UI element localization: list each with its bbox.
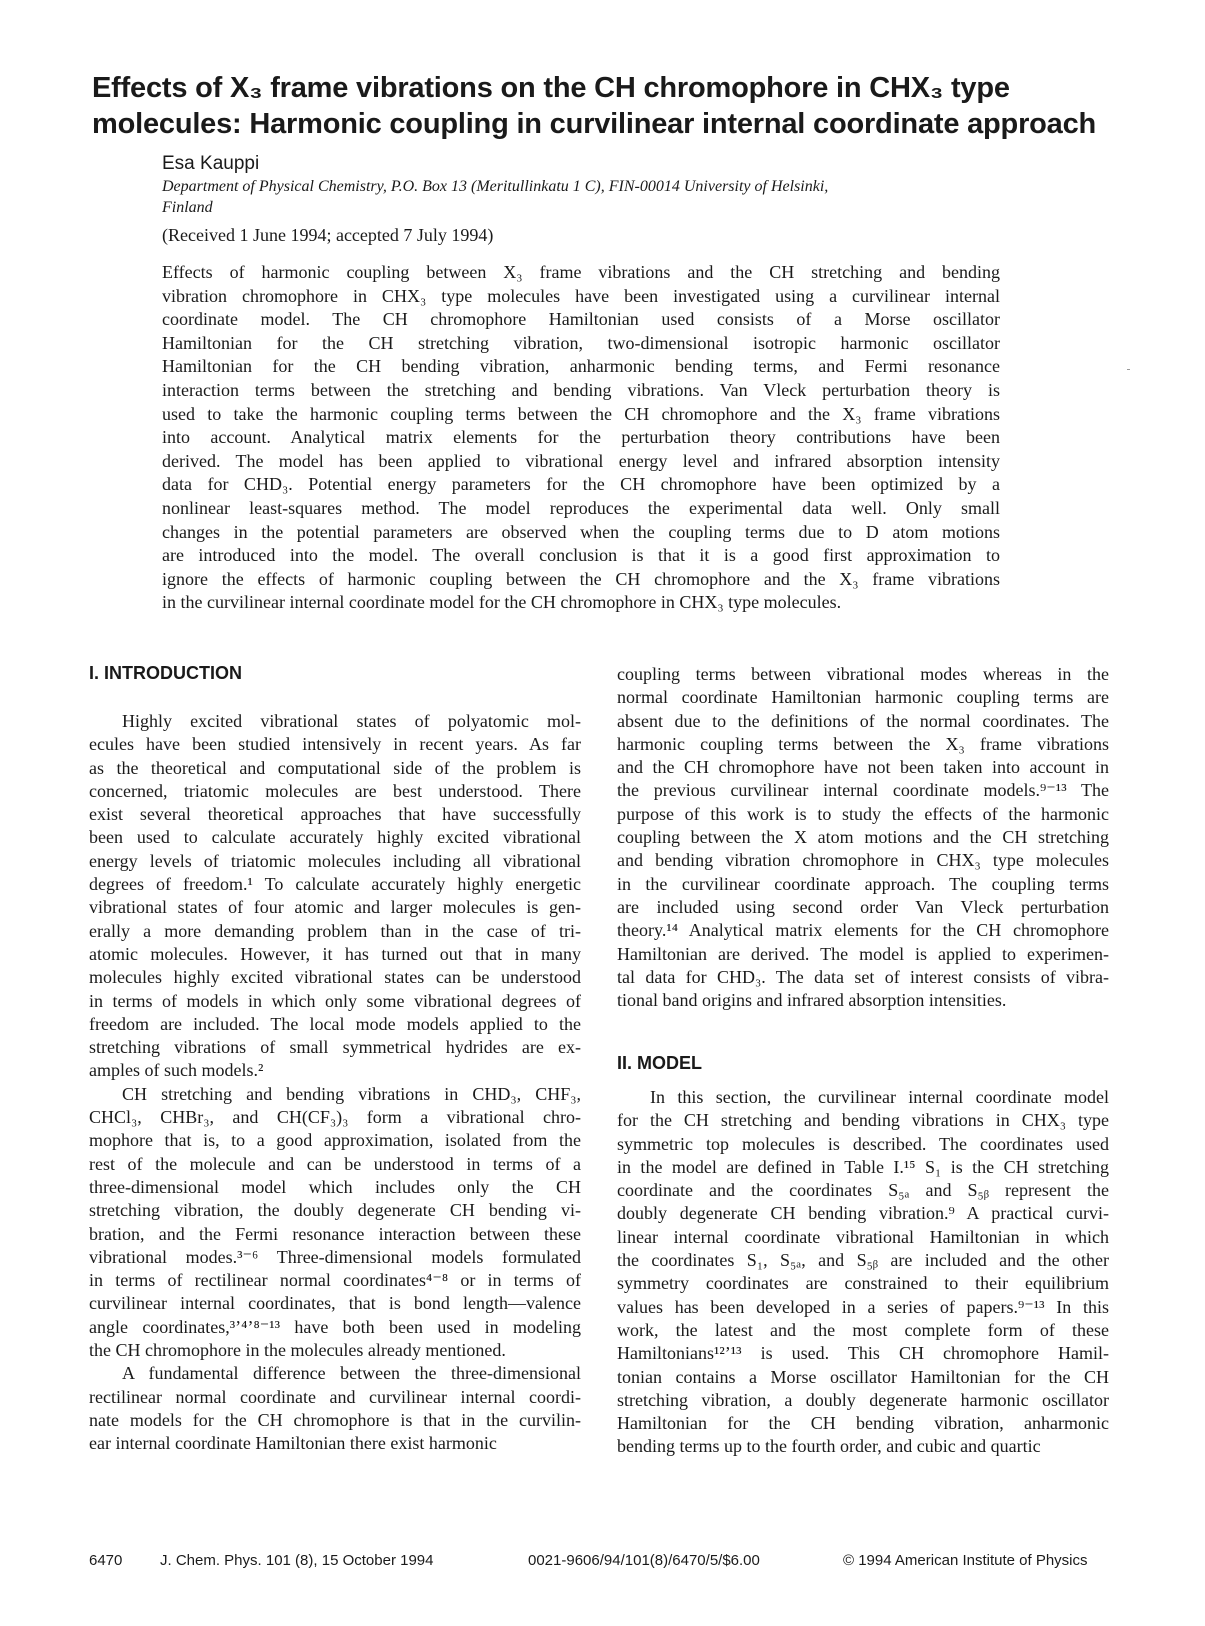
received-dates: (Received 1 June 1994; accepted 7 July 1994)	[162, 225, 494, 245]
introduction-line: vibrational modes.³⁻⁶ Three-dimensional models formulated	[89, 1246, 581, 1267]
model-line: tonian contains a Morse oscillator Hamiltonian for the CH	[617, 1366, 1109, 1387]
abstract-line: changes in the potential parameters are observed when the coupling terms due to D atom motions	[162, 521, 1000, 542]
model-line: In this section, the curvilinear internal coordinate model	[650, 1087, 1109, 1107]
introduction-line: concerned, triatomic molecules are best understood. There	[89, 780, 581, 801]
introduction-continued-line: coupling between the X atom motions and the CH stretching	[617, 827, 1109, 848]
abstract-line: interaction terms between the stretching and bending vibrations. Van Vleck perturbation theory is	[162, 379, 1000, 400]
introduction-line: curvilinear internal coordinates, that is bond length—valence	[89, 1293, 581, 1314]
model-line: linear internal coordinate vibrational Hamiltonian in which	[617, 1226, 1109, 1247]
introduction-line: Highly excited vibrational states of polyatomic mol-	[122, 711, 581, 731]
introduction-line: been used to calculate accurately highly excited vibrational	[89, 827, 581, 848]
introduction-line: molecules highly excited vibrational states can be understood	[89, 967, 581, 988]
introduction-line: energy levels of triatomic molecules including all vibrational	[89, 850, 581, 871]
affiliation	[162, 176, 1002, 218]
introduction-line: as the theoretical and computational side of the problem is	[89, 757, 581, 778]
introduction-line: rest of the molecule and can be understood in terms of a	[89, 1153, 581, 1174]
abstract-line: Effects of harmonic coupling between X₃ frame vibrations and the CH stretching and bending	[162, 262, 1000, 282]
introduction-text	[89, 710, 581, 1456]
introduction-line: stretching vibrations of small symmetrical hydrides are ex-	[89, 1037, 581, 1058]
model-line: symmetry coordinates are constrained to their equilibrium	[617, 1273, 1109, 1294]
article-code: 0021-9606/94/101(8)/6470/5/$6.00	[528, 1552, 760, 1569]
introduction-line: exist several theoretical approaches that have successfully	[89, 804, 581, 825]
introduction-line: ear internal coordinate Hamiltonian there exist harmonic	[89, 1433, 497, 1454]
introduction-line: vibrational states of four atomic and larger molecules is gen-	[89, 897, 581, 918]
introduction-line: freedom are included. The local mode models applied to the	[89, 1013, 581, 1034]
introduction-line: erally a more demanding problem than in the case of tri-	[89, 920, 581, 941]
introduction-line: rectilinear normal coordinate and curvilinear internal coordi-	[89, 1386, 581, 1407]
abstract-line: vibration chromophore in CHX₃ type molecules have been investigated using a curvilinear internal	[162, 285, 1000, 306]
introduction-line: mophore that is, to a good approximation, isolated from the	[89, 1130, 581, 1151]
introduction-continued-line: absent due to the definitions of the normal coordinates. The	[617, 710, 1109, 731]
introduction-continued-line: and bending vibration chromophore in CHX₃ type molecules	[617, 850, 1109, 871]
model-line: the coordinates S₁, S₅ₐ, and S₅ᵦ are included and the other	[617, 1250, 1109, 1271]
paper-title	[92, 70, 1152, 142]
section-heading-model: II. MODEL	[617, 1053, 702, 1073]
abstract-line: Hamiltonian for the CH stretching vibration, two-dimensional isotropic harmonic oscillator	[162, 332, 1000, 353]
introduction-line: three-dimensional model which includes only the CH	[89, 1176, 581, 1197]
introduction-continued-line: theory.¹⁴ Analytical matrix elements for the CH chromophore	[617, 920, 1109, 941]
model-line: bending terms up to the fourth order, and cubic and quartic	[617, 1436, 1041, 1457]
title-line-2: molecules: Harmonic coupling in curvilinear internal coordinate approach	[92, 108, 1097, 140]
introduction-line: stretching vibration, the doubly degenerate CH bending vi-	[89, 1200, 581, 1221]
introduction-continued-line: the previous curvilinear internal coordinate models.⁹⁻¹³ The	[617, 780, 1109, 801]
model-line: doubly degenerate CH bending vibration.⁹ A practical curvi-	[617, 1203, 1109, 1224]
abstract-line: are introduced into the model. The overall conclusion is that it is a good first approximation to	[162, 545, 1000, 566]
abstract-line: derived. The model has been applied to vibrational energy level and infrared absorption intensity	[162, 450, 1000, 471]
introduction-line: amples of such models.²	[89, 1060, 264, 1081]
model-line: symmetric top molecules is described. The coordinates used	[617, 1133, 1109, 1154]
model-text	[617, 1086, 1109, 1459]
introduction-continued-text	[617, 663, 1109, 1012]
abstract-line: in the curvilinear internal coordinate model for the CH chromophore in CHX₃ type molecules.	[162, 592, 842, 613]
introduction-line: CHCl₃, CHBr₃, and CH(CF₃)₃ form a vibrational chro-	[89, 1107, 581, 1128]
introduction-line: in terms of rectilinear normal coordinates⁴⁻⁸ or in terms of	[89, 1270, 581, 1291]
introduction-line: ecules have been studied intensively in recent years. As far	[89, 734, 581, 755]
model-line: values has been developed in a series of papers.⁹⁻¹³ In this	[617, 1296, 1109, 1317]
introduction-line: CH stretching and bending vibrations in CHD₃, CHF₃,	[122, 1083, 581, 1104]
introduction-continued-line: tal data for CHD₃. The data set of interest consists of vibra-	[617, 966, 1109, 987]
introduction-line: A fundamental difference between the three-dimensional	[122, 1363, 581, 1384]
section-heading-introduction: I. INTRODUCTION	[89, 663, 242, 683]
journal-citation: J. Chem. Phys. 101 (8), 15 October 1994	[160, 1552, 434, 1569]
abstract	[162, 261, 1000, 615]
introduction-continued-line: in the curvilinear coordinate approach. The coupling terms	[617, 873, 1109, 894]
abstract-line: nonlinear least-squares method. The model reproduces the experimental data well. Only small	[162, 497, 1000, 518]
abstract-line: Hamiltonian for the CH bending vibration, anharmonic bending terms, and Fermi resonance	[162, 356, 1000, 377]
model-line: for the CH stretching and bending vibrations in CHX₃ type	[617, 1110, 1109, 1131]
introduction-line: in terms of models in which only some vibrational degrees of	[89, 990, 581, 1011]
model-line: work, the latest and the most complete form of these	[617, 1319, 1109, 1340]
introduction-continued-line: normal coordinate Hamiltonian harmonic coupling terms are	[617, 687, 1109, 708]
model-line: coordinate and the coordinates S₅ₐ and S₅ᵦ represent the	[617, 1180, 1109, 1201]
author-name: Esa Kauppi	[162, 153, 260, 174]
abstract-line: data for CHD₃. Potential energy parameters for the CH chromophore have been optimized by a	[162, 474, 1000, 495]
introduction-line: angle coordinates,³ʼ⁴ʼ⁸⁻¹³ have both been used in modeling	[89, 1316, 581, 1337]
introduction-line: atomic molecules. However, it has turned out that in many	[89, 943, 581, 964]
introduction-line: degrees of freedom.¹ To calculate accurately highly energetic	[89, 874, 581, 895]
introduction-line: bration, and the Fermi resonance interaction between these	[89, 1223, 581, 1244]
model-line: in the model are defined in Table I.¹⁵ S₁ is the CH stretching	[617, 1156, 1109, 1177]
introduction-continued-line: Hamiltonian are derived. The model is applied to experimen-	[617, 943, 1109, 964]
introduction-line: the CH chromophore in the molecules already mentioned.	[89, 1340, 506, 1361]
introduction-line: nate models for the CH chromophore is that in the curvilin-	[89, 1409, 581, 1430]
introduction-continued-line: coupling terms between vibrational modes whereas in the	[617, 664, 1109, 684]
introduction-continued-line: tional band origins and infrared absorption intensities.	[617, 990, 1007, 1011]
abstract-line: into account. Analytical matrix elements for the perturbation theory contributions have been	[162, 427, 1000, 448]
abstract-line: used to take the harmonic coupling terms between the CH chromophore and the X₃ frame vibrations	[162, 403, 1000, 424]
model-line: Hamiltonians¹²ʼ¹³ is used. This CH chromophore Hamil-	[617, 1343, 1109, 1364]
introduction-continued-line: purpose of this work is to study the effects of the harmonic	[617, 803, 1109, 824]
affiliation-line-2: Finland	[162, 199, 213, 216]
introduction-continued-line: are included using second order Van Vleck perturbation	[617, 896, 1109, 917]
model-line: stretching vibration, a doubly degenerate harmonic oscillator	[617, 1389, 1109, 1410]
margin-mark	[1127, 369, 1130, 370]
introduction-continued-line: and the CH chromophore have not been taken into account in	[617, 757, 1109, 778]
abstract-line: coordinate model. The CH chromophore Hamiltonian used consists of a Morse oscillator	[162, 309, 1000, 330]
model-line: Hamiltonian for the CH bending vibration, anharmonic	[617, 1413, 1109, 1434]
introduction-continued-line: harmonic coupling terms between the X₃ frame vibrations	[617, 733, 1109, 754]
copyright-notice: © 1994 American Institute of Physics	[843, 1552, 1088, 1569]
abstract-line: ignore the effects of harmonic coupling between the CH chromophore and the X₃ frame vibrations	[162, 568, 1000, 589]
affiliation-line-1: Department of Physical Chemistry, P.O. Box 13 (Meritullinkatu 1 C), FIN-00014 University of Helsinki,	[162, 178, 829, 195]
page-number: 6470	[89, 1552, 123, 1569]
title-line-1: Effects of X₃ frame vibrations on the CH chromophore in CHX₃ type	[92, 72, 1010, 104]
